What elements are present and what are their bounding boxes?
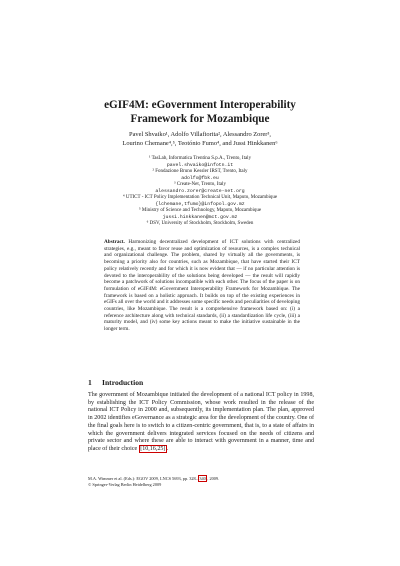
affiliation-4: ⁴ UTICT - ICT Policy Implementation Technical Unit, Maputo, Mozambique bbox=[122, 195, 278, 200]
affiliation-5: ⁵ Ministry of Science and Technology, Maputo, Mozambique bbox=[138, 208, 262, 213]
affiliation-1: ¹ TasLab, Informatica Trentina S.p.A., Trento, Italy bbox=[148, 156, 252, 161]
section-title: Introduction bbox=[102, 378, 144, 387]
publication-footnote bbox=[88, 476, 328, 487]
paper-title-line-1: eGIF4M: eGovernment Interoperability bbox=[104, 99, 296, 111]
footnote-copyright: © Springer-Verlag Berlin Heidelberg 2009 bbox=[88, 481, 162, 487]
paper-title-line-2: Framework for Mozambique bbox=[130, 113, 270, 125]
affiliation-6: ⁶ DSV, University of Stockholm, Stockholm, Sweden bbox=[146, 221, 254, 226]
affiliation-3: ³ Create-Net, Trento, Italy bbox=[174, 182, 226, 187]
email-text: adolfo@fbk.eu bbox=[181, 175, 219, 181]
email-text: alessandro.zorer@create-net.org bbox=[155, 188, 245, 194]
section-heading bbox=[88, 378, 143, 387]
footnote-year: , 2009. bbox=[207, 476, 220, 481]
footnote-citation: M.A. Wimmer et al. (Eds.): EGOV 2009, LNCS 5693, pp. 328– bbox=[88, 476, 198, 481]
abstract-label: Abstract. bbox=[104, 239, 125, 245]
intro-paragraph bbox=[88, 392, 314, 454]
email-text: {lchemane,tfumo}@infopol.gov.mz bbox=[155, 201, 245, 207]
page-link[interactable]: 340 bbox=[199, 476, 206, 481]
author-list-line-1: Pavel Shvaiko¹, Adolfo Villafiorita², Alessandro Zorer³, bbox=[129, 131, 271, 138]
email-text: pavel.shvaiko@infotn.it bbox=[166, 162, 234, 168]
intro-text-end: . bbox=[166, 445, 169, 452]
abstract bbox=[104, 239, 300, 333]
abstract-text: Harmonizing decentralized development of ICT solutions with centralized strategies, e.g., meant to favor reuse and optimization of resources, is a complex technical and organizational challenge. The problem, shared by virtually all the governments, is becoming a priority also for countries, such as Mozambique, that have started their ICT policy relatively recently and for which it is now evident that — if no particular attention is devoted to the interoperability of the solutions being developed — the result will rapidly become a patchwork of solutions incompatible with each other. The focus of the paper is on formulation of eGIF4M: eGovernment Interoperability Framework for Mozambique. The framework is based on a holistic approach. It builds on top of the existing experiences in eGIFs all over the world and it addresses some specific needs and peculiarities of developing countries, like Mozambique. The result is a comprehensive framework based on: (i) a reference architecture along with technical standards, (ii) a standardization life cycle, (iii) a maturity model, and (iv) some key actions meant to make the initiative sustainable in the longer term. bbox=[104, 239, 301, 333]
intro-text: The government of Mozambique initiated the development of a national ICT policy in 1998, by establishing the ICT Policy Commission, whose work resulted in the release of the national ICT Policy in 2000 and, subsequently, its implementation plan. The plan, approved in 2002 identifies eGovernance as a strategic area for the development of the country. One of the final goals here is to switch to a citizen-centric government, that is, to a state of affairs in which the government delivers integrated services focused on the needs of citizens and private sector and where these are able to interact with government in a manner, time and place of their choice bbox=[88, 392, 314, 452]
citation-link[interactable]: [10,16,25] bbox=[140, 445, 166, 452]
affiliation-2: ² Fondazione Bruno Kessler IRST, Trento, Italy bbox=[152, 169, 248, 174]
section-number: 1 bbox=[88, 378, 92, 387]
email-text: jussi.hinkkanen@mct.gov.mz bbox=[162, 214, 238, 220]
author-list-line-2: Lourino Chemane⁴,⁵, Teotónio Fumo⁴, and Jussi Hinkkanen⁶ bbox=[122, 140, 278, 147]
